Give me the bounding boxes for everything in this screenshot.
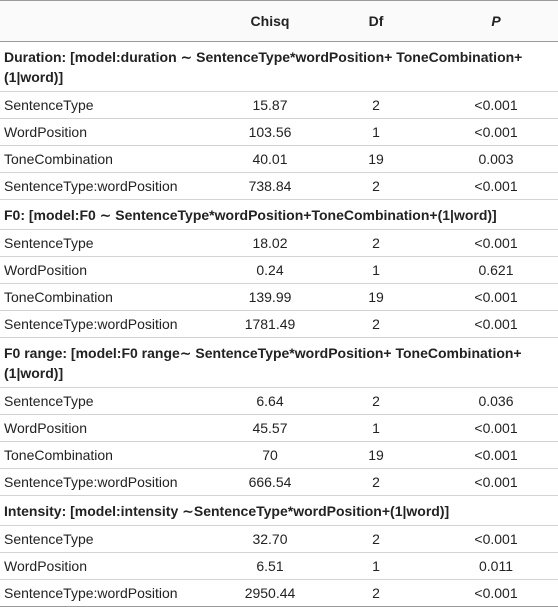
row-label: SentenceType:wordPosition — [4, 178, 178, 194]
chisq-value: 15.87 — [252, 97, 288, 113]
df-value: 2 — [372, 585, 380, 601]
table-row — [0, 257, 558, 284]
row-label: SentenceType — [4, 393, 94, 409]
df-value: 1 — [372, 124, 380, 140]
chisq-value: 6.51 — [256, 558, 284, 574]
chisq-value: 45.57 — [252, 420, 288, 436]
chisq-value: 6.64 — [256, 393, 284, 409]
p-value: <0.001 — [474, 124, 518, 140]
df-value: 19 — [368, 151, 384, 167]
chisq-value: 18.02 — [252, 235, 288, 251]
table-row — [0, 442, 558, 469]
row-label: ToneCombination — [4, 151, 113, 167]
row-label: WordPosition — [4, 558, 88, 574]
row-label: SentenceType:wordPosition — [4, 474, 178, 490]
chisq-value: 103.56 — [248, 124, 292, 140]
p-value: <0.001 — [474, 289, 518, 305]
header-chisq: Chisq — [250, 13, 290, 29]
p-value: <0.001 — [474, 447, 518, 463]
df-value: 2 — [372, 474, 380, 490]
section-title-f0: F0: [model:F0 ∼ SentenceType*wordPosition+ToneCombination+(1|word)] — [0, 200, 558, 230]
df-value: 2 — [372, 316, 380, 332]
df-value: 19 — [368, 289, 384, 305]
df-value: 1 — [372, 420, 380, 436]
df-value: 2 — [372, 531, 380, 547]
row-label: WordPosition — [4, 124, 88, 140]
header-p: P — [491, 13, 501, 29]
chisq-value: 1781.49 — [244, 316, 296, 332]
row-label: SentenceType — [4, 97, 94, 113]
p-value: 0.011 — [479, 558, 513, 574]
table-row — [0, 388, 558, 415]
table-row — [0, 119, 558, 146]
table-row — [0, 92, 558, 119]
row-label: WordPosition — [4, 420, 88, 436]
chisq-value: 666.54 — [248, 474, 292, 490]
table-header — [0, 0, 558, 42]
p-value: <0.001 — [474, 585, 518, 601]
row-label: SentenceType — [4, 531, 94, 547]
chisq-value: 139.99 — [248, 289, 292, 305]
section-title-intensity: Intensity: [model:intensity ∼SentenceType*wordPosition+(1|word)] — [0, 496, 558, 526]
p-value: <0.001 — [474, 178, 518, 194]
table-row — [0, 311, 558, 338]
p-value: <0.001 — [474, 420, 518, 436]
header-df: Df — [368, 13, 384, 29]
chisq-value: 2950.44 — [244, 585, 296, 601]
df-value: 2 — [372, 97, 380, 113]
table-row — [0, 553, 558, 580]
section-title-duration: Duration: [model:duration ∼ SentenceType*wordPosition+ ToneCombination+(1|word)] — [0, 42, 558, 92]
chisq-value: 40.01 — [252, 151, 288, 167]
df-value: 2 — [372, 393, 380, 409]
p-value: <0.001 — [474, 316, 518, 332]
p-value: 0.036 — [478, 393, 514, 409]
chisq-value: 738.84 — [248, 178, 292, 194]
p-value: <0.001 — [474, 531, 518, 547]
row-label: SentenceType:wordPosition — [4, 316, 178, 332]
table-row — [0, 526, 558, 553]
row-label: ToneCombination — [4, 289, 113, 305]
row-label: ToneCombination — [4, 447, 113, 463]
chisq-value: 32.70 — [252, 531, 288, 547]
df-value: 2 — [372, 235, 380, 251]
table-row — [0, 469, 558, 496]
table-row — [0, 230, 558, 257]
df-value: 19 — [368, 447, 384, 463]
section-title-f0-range: F0 range: [model:F0 range∼ SentenceType*wordPosition+ ToneCombination+(1|word)] — [0, 338, 558, 388]
p-value: 0.621 — [478, 262, 514, 278]
p-value: <0.001 — [474, 97, 518, 113]
p-value: <0.001 — [474, 235, 518, 251]
chisq-value: 70 — [262, 447, 278, 463]
row-label: SentenceType:wordPosition — [4, 585, 178, 601]
df-value: 1 — [372, 558, 380, 574]
table-row — [0, 415, 558, 442]
table-row — [0, 173, 558, 200]
df-value: 2 — [372, 178, 380, 194]
table-row — [0, 146, 558, 173]
df-value: 1 — [372, 262, 380, 278]
chisq-value: 0.24 — [256, 262, 284, 278]
row-label: SentenceType — [4, 235, 94, 251]
p-value: 0.003 — [478, 151, 514, 167]
row-label: WordPosition — [4, 262, 88, 278]
p-value: <0.001 — [474, 474, 518, 490]
table-row — [0, 284, 558, 311]
